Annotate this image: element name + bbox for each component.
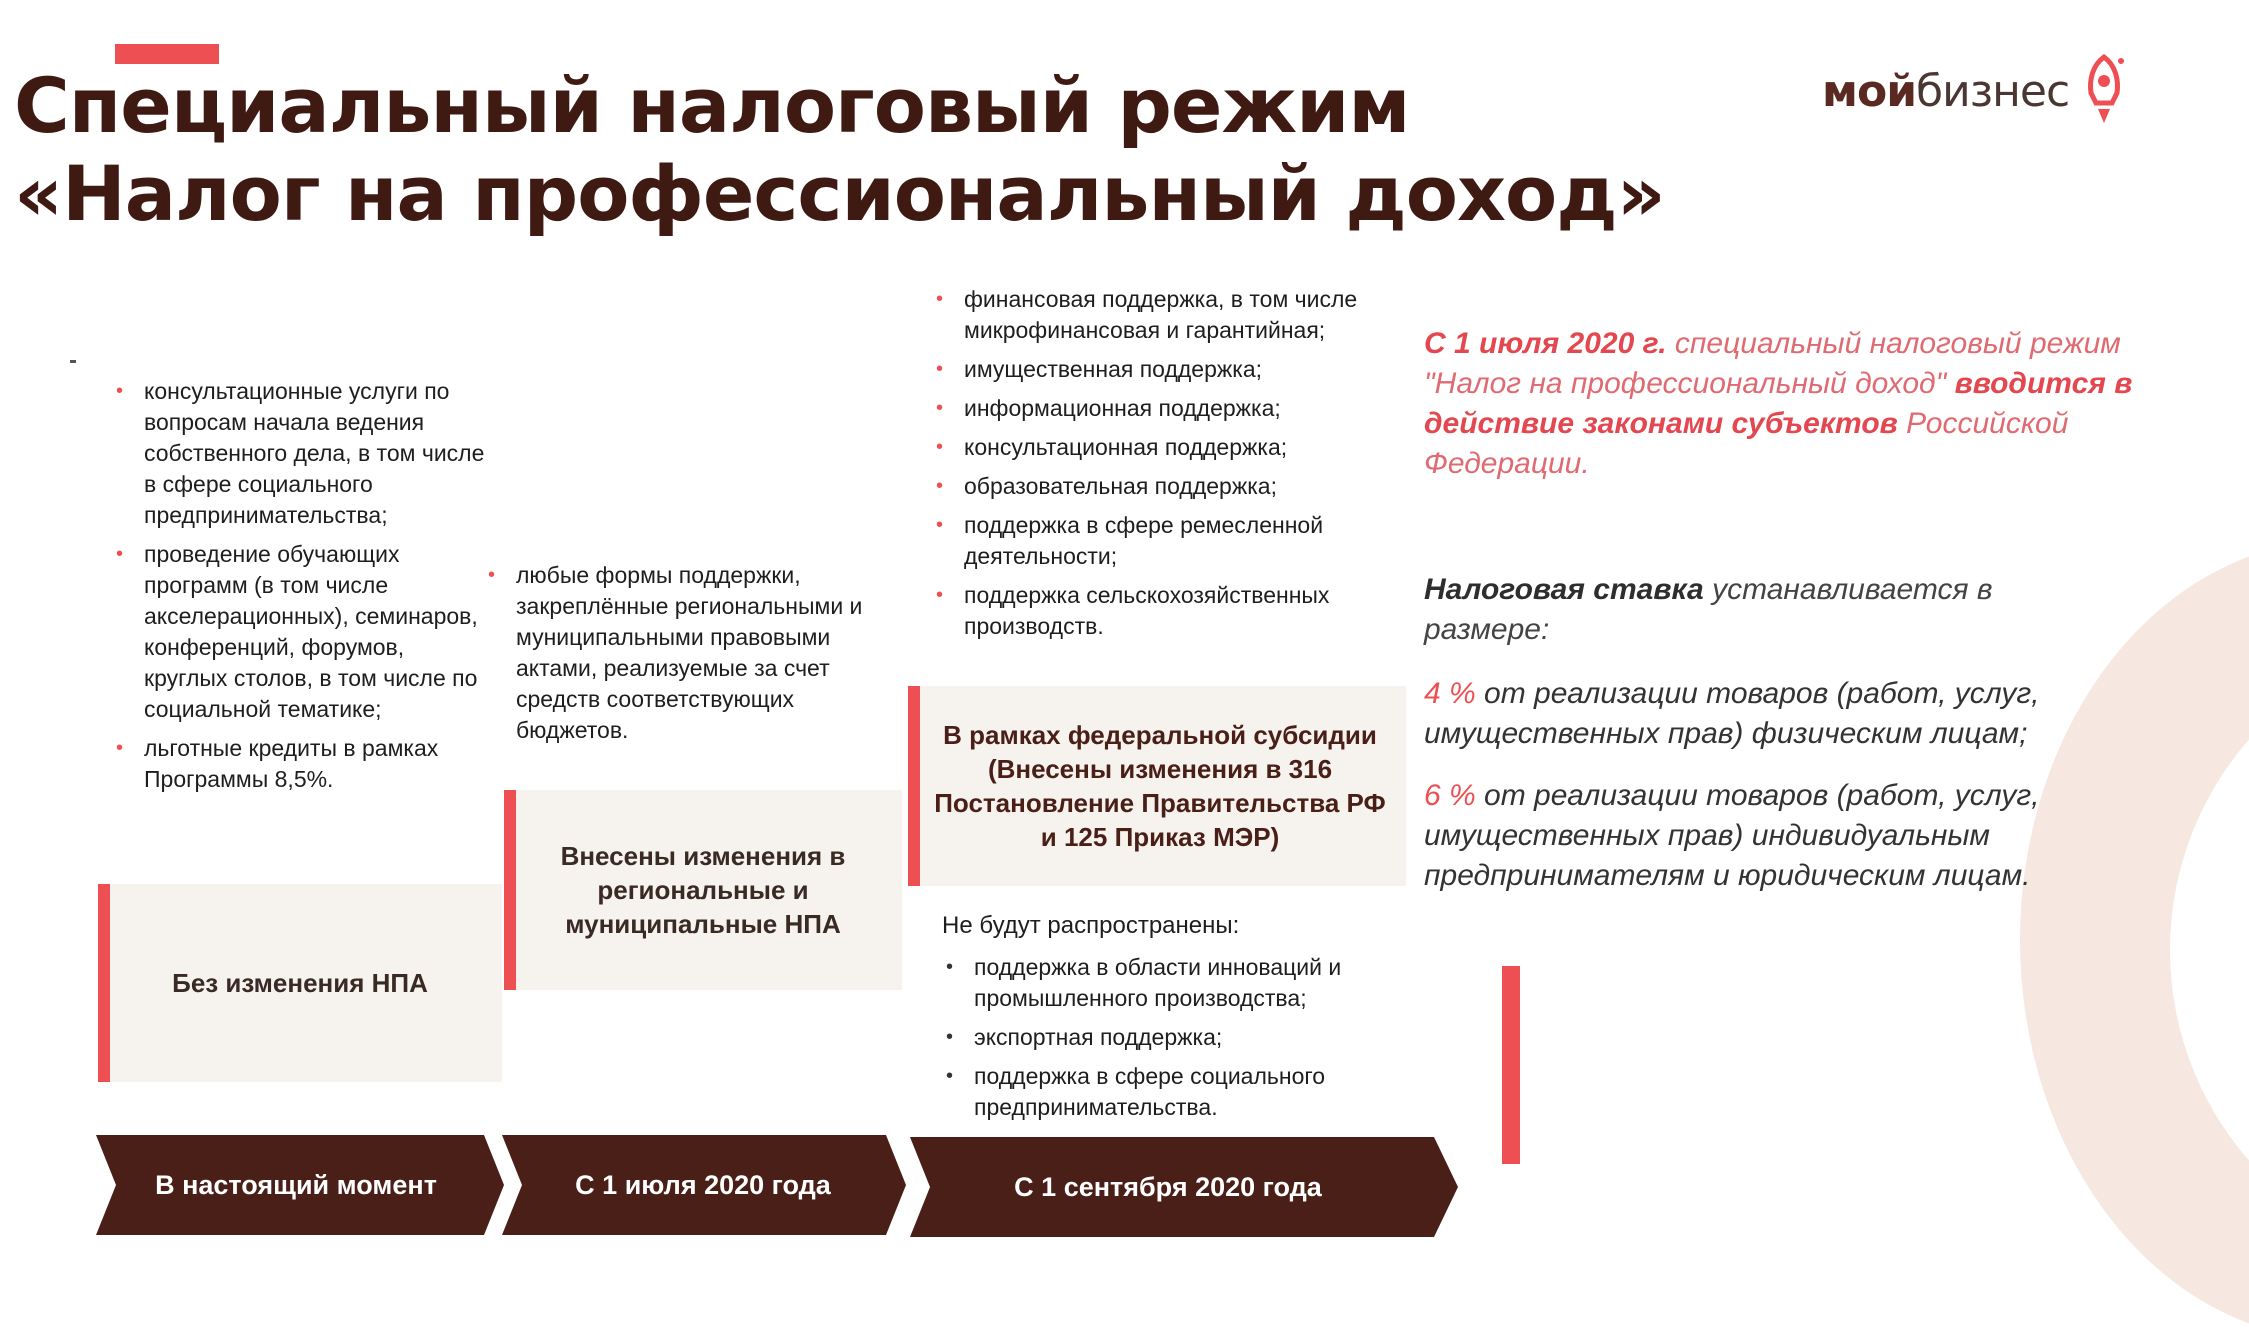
logo-text: мойбизнес bbox=[1822, 65, 2070, 117]
tax-rate-entrepreneurs: 6 % от реализации товаров (работ, услуг, имущественных прав) индивидуальным предпринимателям и юридическим лицам. bbox=[1424, 779, 2040, 892]
title-line-1: Специальный налоговый режим bbox=[14, 61, 1410, 150]
list-item: • поддержка в области инноваций и промышленного производства; bbox=[942, 952, 1412, 1014]
list-item: • любые формы поддержки, закреплённые региональными и муниципальными правовыми актами, реализуемые за счет средств соответствующих бюджетов. bbox=[484, 560, 906, 746]
list-item: • консультационная поддержка; bbox=[932, 432, 1410, 463]
tax-rate-individuals: 4 % от реализации товаров (работ, услуг, имущественных прав) физическим лицам; bbox=[1424, 677, 2040, 750]
list-item: • консультационные услуги по вопросам начала ведения собственного дела, в том числе в сфере социального предпринимательства; bbox=[112, 376, 492, 531]
rate-percent: 4 % bbox=[1424, 677, 1476, 710]
stage-box-september: В рамках федеральной субсидии (Внесены изменения в 316 Постановление Правительства РФ и 125 Приказ МЭР) bbox=[914, 686, 1406, 886]
list-item: • поддержка в сфере ремесленной деятельности; bbox=[932, 510, 1410, 572]
timeline-label-september: С 1 сентября 2020 года bbox=[1014, 1172, 1322, 1202]
list-item: • поддержка в сфере социального предпринимательства. bbox=[942, 1061, 1412, 1123]
list-item: • информационная поддержка; bbox=[932, 393, 1410, 424]
list-item: • экспортная поддержка; bbox=[942, 1022, 1412, 1053]
tax-rate-title: Налоговая ставка устанавливается в размере: bbox=[1424, 573, 1993, 646]
list-item: • имущественная поддержка; bbox=[932, 354, 1410, 385]
not-spread-title: Не будут распространены: bbox=[942, 912, 1240, 939]
title-line-2: «Налог на профессиональный доход» bbox=[14, 149, 1665, 238]
list-item: • финансовая поддержка, в том числе микрофинансовая и гарантийная; bbox=[932, 284, 1410, 346]
stage-box-current: Без изменения НПА bbox=[98, 884, 502, 1082]
list-item: • образовательная поддержка; bbox=[932, 471, 1410, 502]
list-item: • поддержка сельскохозяйственных производств. bbox=[932, 580, 1410, 642]
right-accent-bar bbox=[1502, 966, 1520, 1164]
regime-introduction-note: С 1 июля 2020 г. специальный налоговый режим "Налог на профессиональный доход" вводится в действие законами субъектов Российской Федерации. bbox=[1424, 327, 2133, 480]
timeline-label-current: В настоящий момент bbox=[155, 1170, 437, 1200]
timeline-label-july: С 1 июля 2020 года bbox=[575, 1170, 831, 1200]
list-item: • льготные кредиты в рамках Программы 8,5%. bbox=[112, 733, 492, 795]
list-item: • проведение обучающих программ (в том числе акселерационных), семинаров, конференций, форумов, круглых столов, в том числе по социальной тематике; bbox=[112, 539, 492, 725]
rate-percent: 6 % bbox=[1424, 779, 1476, 812]
stage-box-july: Внесены изменения в региональные и муниципальные НПА bbox=[504, 790, 902, 990]
